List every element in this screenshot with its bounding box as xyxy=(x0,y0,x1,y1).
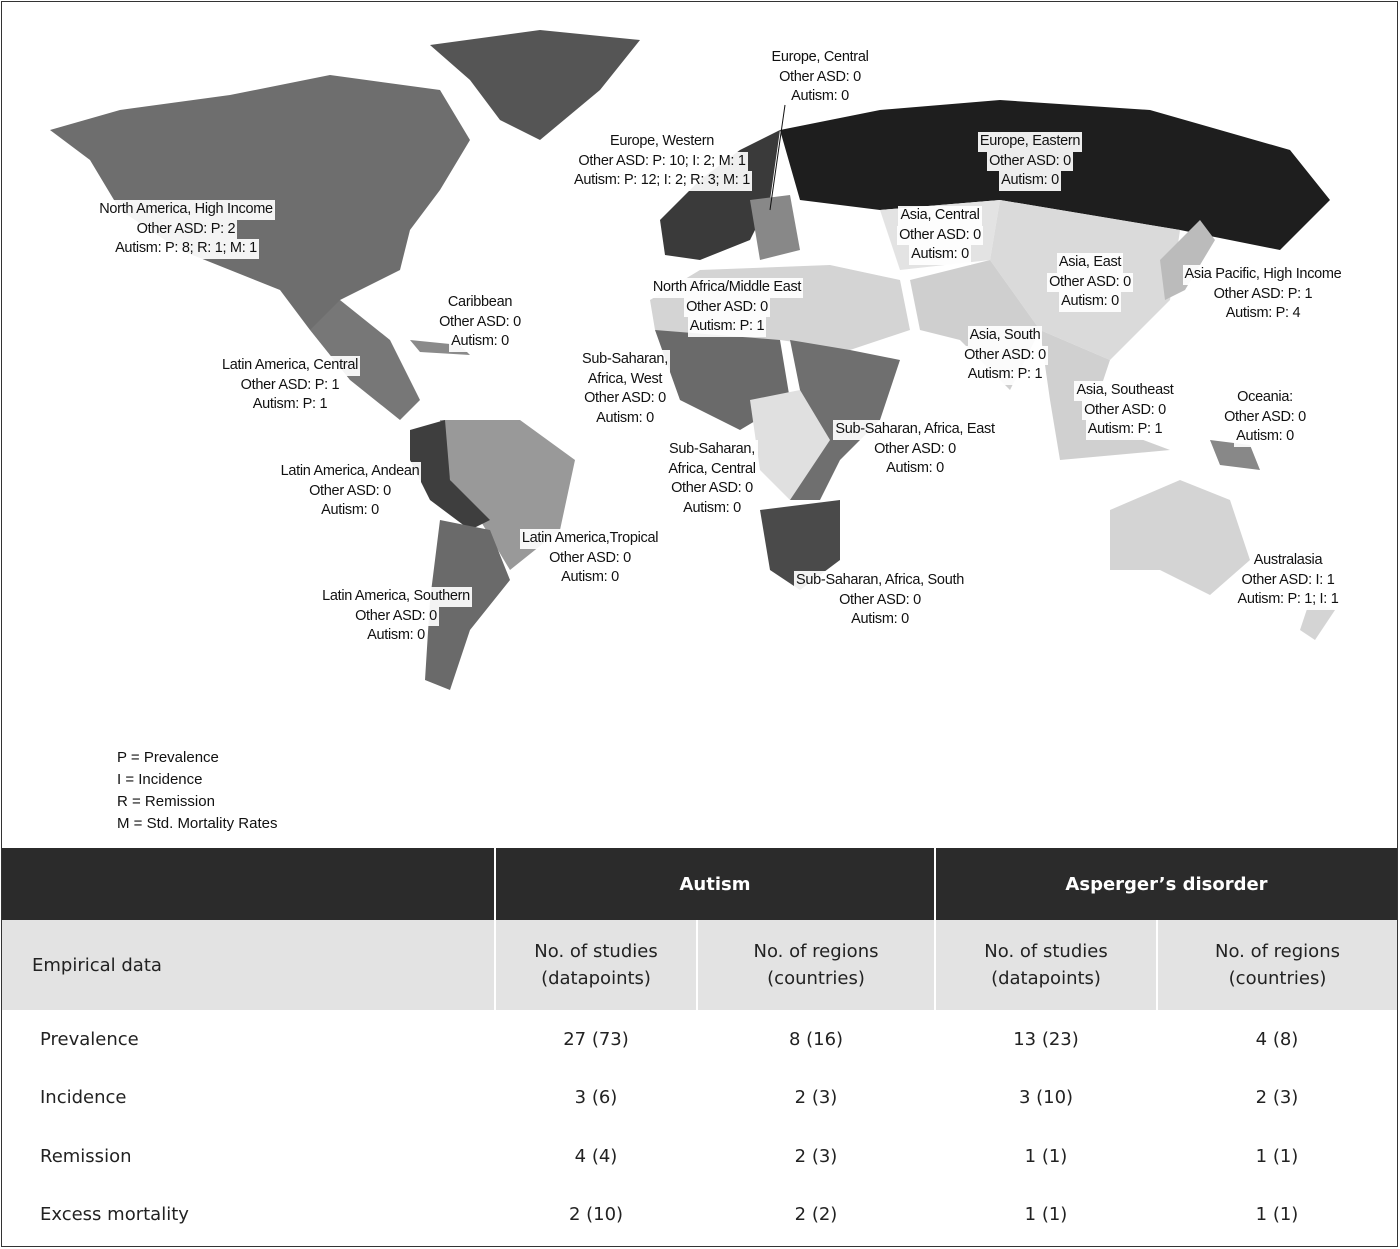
region-label-other-asd: Other ASD: P: 10; I: 2; M: 1 xyxy=(576,152,747,172)
column-header: Empirical data xyxy=(2,920,495,1010)
table-row xyxy=(2,1010,1397,1069)
group-header xyxy=(2,848,495,920)
region-label-other-asd: Other ASD: 0 xyxy=(684,298,770,318)
column-header: No. of studies (datapoints) xyxy=(935,920,1157,1010)
region-label-autism: Autism: 0 xyxy=(849,610,911,630)
region-label-autism: Autism: P: 1 xyxy=(966,365,1045,385)
region-label xyxy=(330,293,630,352)
region-label-name: Sub-Saharan, Africa, Central xyxy=(666,440,757,479)
region-label-other-asd: Other ASD: 0 xyxy=(437,313,523,333)
region-label-autism: Autism: P: 8; R: 1; M: 1 xyxy=(113,239,259,259)
column-header: No. of regions (countries) xyxy=(697,920,935,1010)
region-label-autism: Autism: 0 xyxy=(999,171,1061,191)
row-label: Incidence xyxy=(40,1087,127,1109)
region-label xyxy=(512,132,812,191)
row-label: Remission xyxy=(40,1145,132,1167)
region-label xyxy=(730,571,1030,630)
region-label-autism: Autism: 0 xyxy=(884,459,946,479)
region-label-autism: Autism: 0 xyxy=(319,501,381,521)
legend-item: M = Std. Mortality Rates xyxy=(117,815,278,832)
region-label-autism: Autism: 0 xyxy=(559,568,621,588)
group-header-autism: Autism xyxy=(495,848,935,920)
region-label-other-asd: Other ASD: 0 xyxy=(307,482,393,502)
region-label-other-asd: Other ASD: 0 xyxy=(897,226,983,246)
region-label-autism: Autism: 0 xyxy=(365,626,427,646)
region-label-autism: Autism: 0 xyxy=(681,499,743,519)
region-label-name: Sub-Saharan, Africa, East xyxy=(833,420,996,440)
row-label: Excess mortality xyxy=(40,1204,189,1226)
region-label-other-asd: Other ASD: 0 xyxy=(547,549,633,569)
region-label-autism: Autism: P: 1 xyxy=(1086,420,1165,440)
region-label-name: Asia Pacific, High Income xyxy=(1183,265,1344,285)
column-header: No. of studies (datapoints) xyxy=(495,920,697,1010)
region-label-name: Europe, Western xyxy=(608,132,716,152)
table-cell: 1 (1) xyxy=(1024,1204,1068,1226)
region-label-other-asd: Other ASD: 0 xyxy=(669,479,755,499)
region-label-autism: Autism: 0 xyxy=(449,332,511,352)
region-label xyxy=(1115,388,1400,447)
table-cell: 3 (6) xyxy=(574,1087,618,1109)
region-label xyxy=(475,350,775,428)
region-label-name: Australasia xyxy=(1252,551,1324,571)
table-cell: 27 (73) xyxy=(563,1028,629,1050)
region-label-name: Europe, Eastern xyxy=(978,132,1082,152)
region-label-name: North Africa/Middle East xyxy=(651,278,803,298)
table-row xyxy=(2,1186,1397,1245)
region-label-autism: Autism: P: 1; I: 1 xyxy=(1236,590,1341,610)
region-label xyxy=(855,326,1155,385)
region-label-other-asd: Other ASD: 0 xyxy=(582,389,668,409)
region-label-name: North America, High Income xyxy=(97,200,275,220)
region-label-name: Oceania: xyxy=(1235,388,1295,408)
region-label-autism: Autism: P: 12; I: 2; R: 3; M: 1 xyxy=(572,171,752,191)
region-label-name: Latin America, Andean xyxy=(279,462,422,482)
region-greenland xyxy=(430,30,640,140)
region-label-autism: Autism: 0 xyxy=(1059,292,1121,312)
subheader-row xyxy=(2,920,1397,1010)
region-label-name: Latin America,Tropical xyxy=(520,529,660,549)
table-cell: 2 (3) xyxy=(1255,1087,1299,1109)
region-label-name: Latin America, Central xyxy=(220,356,360,376)
group-header-asperger: Asperger’s disorder xyxy=(935,848,1397,920)
table-cell: 2 (3) xyxy=(794,1087,838,1109)
table-cell: 1 (1) xyxy=(1024,1145,1068,1167)
region-label xyxy=(36,200,336,259)
region-label-autism: Autism: 0 xyxy=(909,245,971,265)
region-label xyxy=(440,529,740,588)
region-label-name: Sub-Saharan, Africa, South xyxy=(794,571,966,591)
region-label-name: Asia, Southeast xyxy=(1074,381,1175,401)
column-header: No. of regions (countries) xyxy=(1157,920,1397,1010)
table-cell: 2 (2) xyxy=(794,1204,838,1226)
table-cell: 13 (23) xyxy=(1013,1028,1079,1050)
map-legend xyxy=(117,747,277,835)
table-row xyxy=(2,1127,1397,1186)
table-cell: 2 (10) xyxy=(568,1204,624,1226)
region-label-name: Europe, Central xyxy=(769,48,870,68)
region-label-autism: Autism: P: 4 xyxy=(1224,304,1303,324)
table-cell: 4 (4) xyxy=(574,1145,618,1167)
table-cell: 8 (16) xyxy=(788,1028,844,1050)
legend-item: I = Incidence xyxy=(117,771,203,788)
region-label xyxy=(200,462,500,521)
region-label-other-asd: Other ASD: 0 xyxy=(777,68,863,88)
region-label-name: Caribbean xyxy=(446,293,514,313)
region-label-other-asd: Other ASD: 0 xyxy=(872,440,958,460)
row-label: Prevalence xyxy=(40,1028,139,1050)
region-label xyxy=(670,48,970,107)
region-label xyxy=(1138,551,1400,610)
region-label-other-asd: Other ASD: P: 1 xyxy=(239,376,342,396)
table-cell: 4 (8) xyxy=(1255,1028,1299,1050)
region-label-other-asd: Other ASD: 0 xyxy=(1082,401,1168,421)
region-label-autism: Autism: P: 1 xyxy=(251,395,330,415)
region-label-other-asd: Other ASD: 0 xyxy=(837,591,923,611)
empirical-data-table xyxy=(2,848,1397,1244)
region-label-autism: Autism: 0 xyxy=(594,409,656,429)
region-label-other-asd: Other ASD: 0 xyxy=(1222,408,1308,428)
table-cell: 1 (1) xyxy=(1255,1204,1299,1226)
table-cell: 2 (3) xyxy=(794,1145,838,1167)
region-label-name: Latin America, Southern xyxy=(320,587,472,607)
region-label xyxy=(562,440,862,518)
table-cell: 1 (1) xyxy=(1255,1145,1299,1167)
region-label-autism: Autism: P: 1 xyxy=(688,317,767,337)
region-label-other-asd: Other ASD: 0 xyxy=(962,346,1048,366)
table-cell: 3 (10) xyxy=(1018,1087,1074,1109)
region-label-name: Asia, Central xyxy=(898,206,981,226)
table-row xyxy=(2,1069,1397,1128)
group-header-row xyxy=(2,848,1397,920)
region-label-other-asd: Other ASD: I: 1 xyxy=(1239,571,1336,591)
region-label-autism: Autism: 0 xyxy=(789,87,851,107)
region-label xyxy=(140,356,440,415)
legend-item: R = Remission xyxy=(117,793,215,810)
region-label-other-asd: Other ASD: P: 1 xyxy=(1212,285,1315,305)
region-label-name: Sub-Saharan, Africa, West xyxy=(580,350,670,389)
region-label xyxy=(246,587,546,646)
region-label-name: Asia, East xyxy=(1057,253,1123,273)
legend-item: P = Prevalence xyxy=(117,749,219,766)
region-label-other-asd: Other ASD: P: 2 xyxy=(135,220,238,240)
region-label-other-asd: Other ASD: 0 xyxy=(987,152,1073,172)
region-label-name: Asia, South xyxy=(968,326,1043,346)
region-label-autism: Autism: 0 xyxy=(1234,427,1296,447)
region-label xyxy=(880,132,1180,191)
region-label xyxy=(1113,265,1400,324)
region-label-other-asd: Other ASD: 0 xyxy=(353,607,439,627)
region-label-other-asd: Other ASD: 0 xyxy=(1047,273,1133,293)
